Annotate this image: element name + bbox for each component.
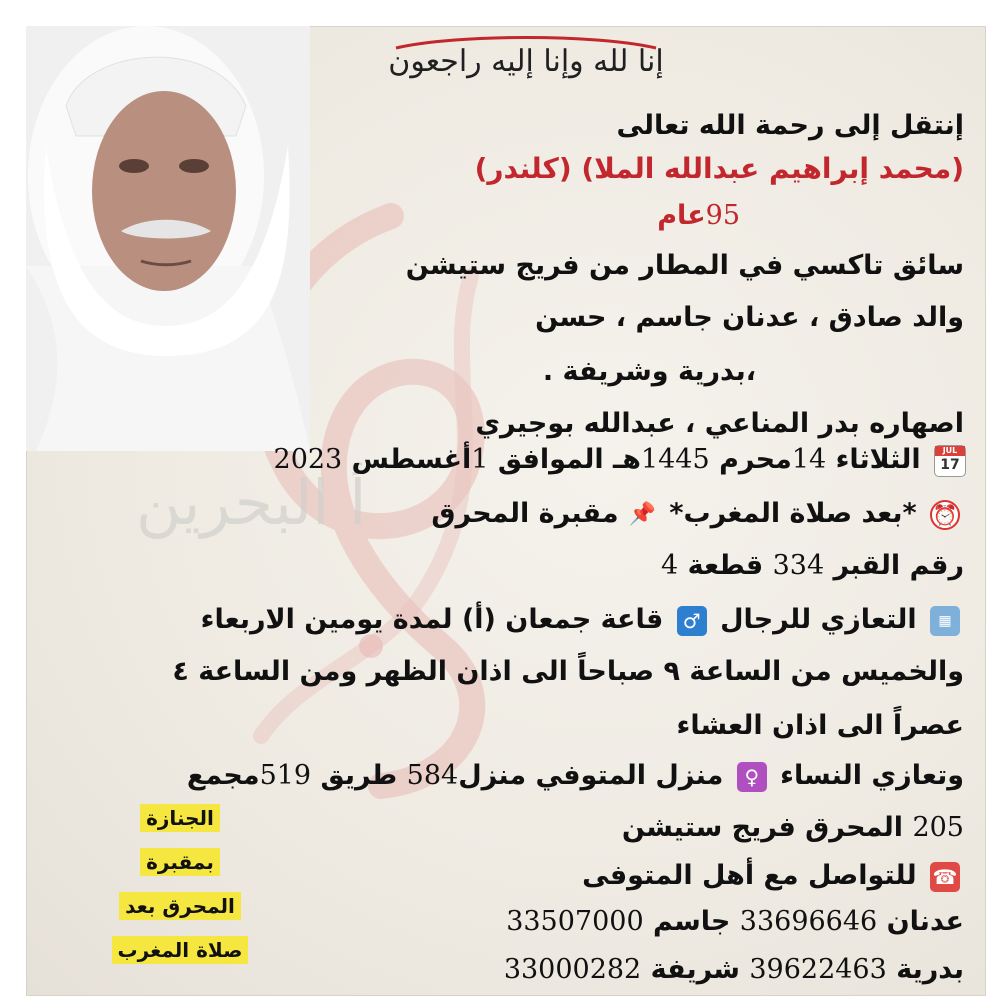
age-unit: عام	[657, 200, 706, 231]
intro-line: إنتقل إلى رحمة الله تعالى	[616, 110, 964, 141]
burial-place: مقبرة المحرق	[431, 498, 619, 529]
obituary-card	[26, 26, 986, 996]
yellow-tag: الجنازة	[140, 804, 220, 832]
age-number: 95	[705, 200, 740, 231]
occupation-line: سائق تاكسي في المطار من فريج ستيشن	[405, 250, 964, 281]
pushpin-icon: 📌	[628, 501, 656, 527]
calendar-icon: JUL 17	[934, 445, 966, 477]
phones-line-1: عدنان 33696646 جاسم 33507000	[506, 906, 964, 937]
age-line	[657, 200, 740, 232]
grave-line: رقم القبر 334 قطعة 4	[660, 550, 964, 581]
burial-line	[431, 498, 964, 530]
office-building-icon: ▦	[930, 606, 960, 636]
telephone-icon: ☎	[930, 862, 960, 892]
calligraphy-text: إنا لله وإنا إليه راجعون	[388, 44, 664, 79]
contact-title-line: ☎ للتواصل مع أهل المتوفى	[582, 860, 964, 892]
phones-line-2: بدرية 39622463 شريفة 33000282	[503, 954, 964, 985]
date-line: JUL 17 الثلاثاء 14محرم 1445هـ الموافق 1أغسطس 2023	[274, 444, 970, 477]
father-of-line: والد صادق ، عدنان جاسم ، حسن	[535, 302, 964, 333]
header-calligraphy	[376, 28, 676, 100]
yellow-tag: المحرق بعد	[119, 892, 241, 920]
burial-time: *بعد صلاة المغرب*	[669, 498, 917, 529]
womens-symbol-icon: ♀	[737, 762, 767, 792]
men-times-line-2: عصراً الى اذان العشاء	[676, 710, 964, 741]
daughters-line: ،بدرية وشريفة .	[542, 356, 756, 387]
mens-symbol-icon: ♂	[677, 606, 707, 636]
women-condolence-line: وتعازي النساء ♀ منزل المتوفي منزل584 طريق 519مجمع	[186, 760, 964, 791]
yellow-tag: صلاة المغرب	[112, 936, 249, 964]
watermark-text: أ البحرين	[136, 466, 367, 539]
women-area-line: 205 المحرق فريج ستيشن	[621, 812, 964, 843]
yellow-tag: بمقبرة	[140, 848, 220, 876]
funeral-note	[90, 804, 270, 980]
in-laws-line: اصهاره بدر المناعي ، عبدالله بوجيري	[475, 408, 964, 439]
deceased-photo	[26, 26, 310, 451]
men-times-line-1: والخميس من الساعة ٩ صباحاً الى اذان الظهر ومن الساعة ٤	[172, 656, 964, 687]
deceased-name: (محمد إبراهيم عبدالله الملا) (كلندر)	[474, 152, 964, 185]
men-condolence-line: ▦ التعازي للرجال ♂ قاعة جمعان (أ) لمدة يومين الاربعاء	[201, 604, 964, 636]
alarm-clock-icon: ⏰	[930, 500, 960, 530]
